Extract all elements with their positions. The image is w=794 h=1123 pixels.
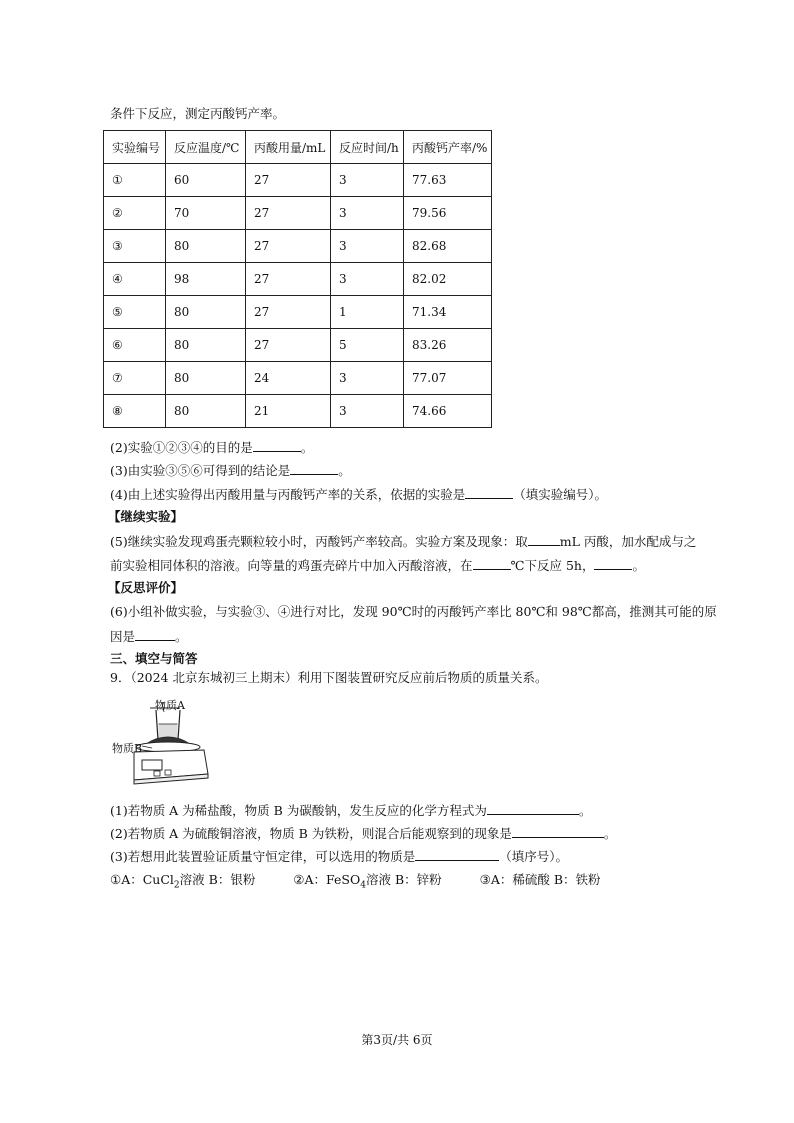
- table-cell: 98: [166, 263, 246, 296]
- answer-blank[interactable]: [253, 439, 301, 452]
- table-cell: 80: [166, 362, 246, 395]
- table-row: [104, 362, 492, 395]
- table-cell: 79.56: [404, 197, 492, 230]
- table-cell: 80: [166, 296, 246, 329]
- answer-options: [110, 872, 601, 894]
- figure-label-substance-a: 物质A: [155, 699, 185, 712]
- option-3[interactable]: ③A：稀硫酸 B：铁粉: [479, 872, 601, 887]
- table-cell: ④: [104, 263, 166, 296]
- table-row: [104, 230, 492, 263]
- table-cell: ③: [104, 230, 166, 263]
- question-2: (2)实验①②③④的目的是 。: [110, 440, 314, 455]
- experiment-table: [103, 130, 492, 428]
- table-header-cell: 丙酸用量/mL: [246, 131, 331, 164]
- section-reflection: 【反思评价】: [108, 580, 184, 595]
- table-cell: 3: [331, 263, 404, 296]
- figure-label-substance-b: 物质B: [112, 742, 143, 755]
- table-cell: ⑤: [104, 296, 166, 329]
- page-footer: 第3页/共 6页: [361, 1033, 433, 1047]
- option-2[interactable]: ②A：FeSO$_4$溶液 B：锌粉: [293, 872, 442, 891]
- section-3-heading: 三、填空与简答: [110, 651, 198, 666]
- table-cell: ⑥: [104, 329, 166, 362]
- table-cell: 80: [166, 230, 246, 263]
- table-header-row: [104, 131, 492, 164]
- table-cell: 21: [246, 395, 331, 428]
- intro-text: 条件下反应，测定丙酸钙产率。: [110, 106, 286, 121]
- answer-blank[interactable]: [465, 486, 513, 499]
- table-cell: 3: [331, 164, 404, 197]
- table-header-cell: 实验编号: [104, 131, 166, 164]
- table-cell: 71.34: [404, 296, 492, 329]
- question-9-1: (1)若物质 A 为稀盐酸，物质 B 为碳酸钠，发生反应的化学方程式为 。: [110, 803, 592, 818]
- answer-blank[interactable]: [528, 533, 560, 546]
- question-5-line-1: (5)继续实验发现鸡蛋壳颗粒较小时，丙酸钙产率较高。实验方案及现象：取 mL 丙酸，加水配成与之: [110, 534, 697, 549]
- table-header-cell: 反应温度/℃: [166, 131, 246, 164]
- table-cell: 77.07: [404, 362, 492, 395]
- table-cell: 27: [246, 164, 331, 197]
- question-4: (4)由上述实验得出丙酸用量与丙酸钙产率的关系，依据的实验是 （填实验编号）。: [110, 487, 607, 502]
- answer-blank[interactable]: [135, 628, 175, 641]
- table-cell: 70: [166, 197, 246, 230]
- table-row: [104, 296, 492, 329]
- table-cell: 77.63: [404, 164, 492, 197]
- answer-blank[interactable]: [594, 557, 632, 570]
- table-cell: ⑦: [104, 362, 166, 395]
- table-cell: 80: [166, 395, 246, 428]
- table-cell: 74.66: [404, 395, 492, 428]
- table-row: [104, 263, 492, 296]
- table-cell: ⑧: [104, 395, 166, 428]
- answer-blank[interactable]: [415, 848, 499, 861]
- question-5-line-2: 前实验相同体积的溶液。向等量的鸡蛋壳碎片中加入丙酸溶液，在 ℃下反应 5h， 。: [110, 558, 645, 573]
- table-row: [104, 395, 492, 428]
- question-6-line-1: (6)小组补做实验，与实验③、④进行对比，发现 90℃时的丙酸钙产率比 80℃和 98℃都高，推测其可能的原: [110, 604, 717, 619]
- question-3: (3)由实验③⑤⑥可得到的结论是 。: [110, 463, 351, 478]
- question-9: 9．（2024 北京东城初三上期末）利用下图装置研究反应前后物质的质量关系。: [110, 670, 548, 685]
- table-cell: 27: [246, 230, 331, 263]
- answer-blank[interactable]: [512, 825, 604, 838]
- table-row: [104, 197, 492, 230]
- table-header-cell: 丙酸钙产率/%: [404, 131, 492, 164]
- table-cell: 82.68: [404, 230, 492, 263]
- question-9-3: (3)若想用此装置验证质量守恒定律，可以选用的物质是 （填序号）。: [110, 849, 568, 864]
- table-header-cell: 反应时间/h: [331, 131, 404, 164]
- table-cell: 3: [331, 395, 404, 428]
- table-cell: 3: [331, 230, 404, 263]
- option-1[interactable]: ①A：CuCl$_2$溶液 B：银粉: [110, 872, 256, 891]
- question-6-line-2: 因是 。: [110, 629, 188, 644]
- table-cell: 1: [331, 296, 404, 329]
- table-cell: 82.02: [404, 263, 492, 296]
- table-cell: ①: [104, 164, 166, 197]
- answer-blank[interactable]: [290, 462, 338, 475]
- table-cell: 5: [331, 329, 404, 362]
- table-cell: 27: [246, 263, 331, 296]
- table-row: [104, 329, 492, 362]
- table-cell: 60: [166, 164, 246, 197]
- table-cell: ②: [104, 197, 166, 230]
- section-continue-experiment: 【继续实验】: [108, 509, 184, 524]
- table-cell: 27: [246, 329, 331, 362]
- answer-blank[interactable]: [473, 557, 511, 570]
- table-cell: 80: [166, 329, 246, 362]
- table-cell: 83.26: [404, 329, 492, 362]
- table-cell: 3: [331, 197, 404, 230]
- table-cell: 24: [246, 362, 331, 395]
- table-row: [104, 164, 492, 197]
- table-cell: 3: [331, 362, 404, 395]
- table-cell: 27: [246, 296, 331, 329]
- answer-blank[interactable]: [487, 802, 579, 815]
- question-9-2: (2)若物质 A 为硫酸铜溶液，物质 B 为铁粉，则混合后能观察到的现象是 。: [110, 826, 617, 841]
- table-cell: 27: [246, 197, 331, 230]
